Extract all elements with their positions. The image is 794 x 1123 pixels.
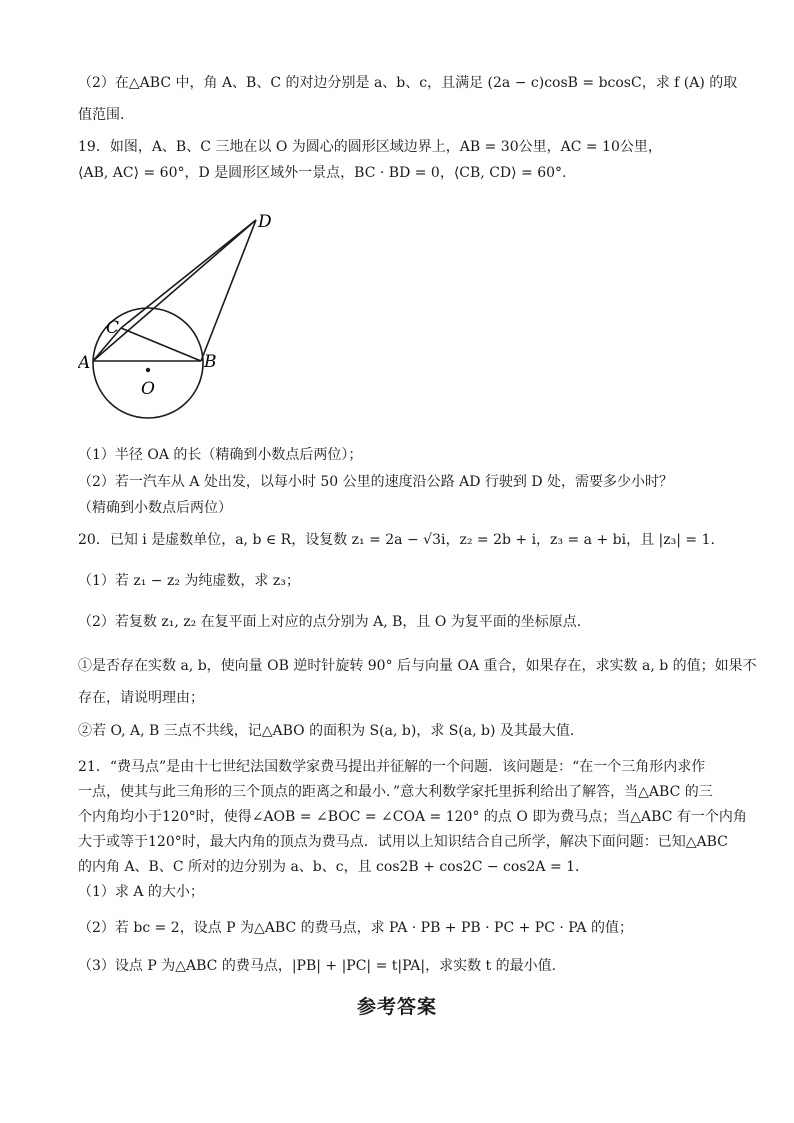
text-line-q20_2i_a: ①是否存在实数 a, b，使向量 OB 逆时针旋转 90° 后与向量 OA 重合，如果存在，求实数 a, b 的值；如果不: [78, 658, 757, 674]
text-line-q19_2b: （精确到小数点后两位）: [78, 500, 232, 516]
label-a: A: [78, 353, 91, 373]
text-line-q21_3: （3）设点 P 为△ABC 的费马点，|PB| + |PC| = t|PA|，求实数 t 的最小值.: [78, 958, 557, 974]
text-line-q21_e: 的内角 A、B、C 所对的边分别为 a、b、c，且 cos2B + cos2C − cos2A = 1．: [78, 859, 590, 875]
text-line-q20_2i_b: 存在，请说明理由；: [78, 690, 204, 706]
text-line-q20_2: （2）若复数 z₁, z₂ 在复平面上对应的点分别为 A, B，且 O 为复平面的坐标原点.: [78, 614, 582, 630]
circle-diagram: [78, 205, 298, 435]
text-line-q20_a: 20．已知 i 是虚数单位，a, b ∈ R，设复数 z₁ = 2a − √3i，z₂ = 2b + i，z₃ = a + bi，且 |z₃| = 1.: [78, 532, 715, 548]
text-line-q18_2a: （2）在△ABC 中，角 A、B、C 的对边分别是 a、b、c，且满足 (2a − c)cosB = bcosC，求 f (A) 的取: [78, 75, 738, 91]
section-title: 参考答案: [356, 996, 437, 1018]
text-line-q20_1: （1）若 z₁ − z₂ 为纯虚数，求 z₃；: [78, 573, 300, 589]
text-line-q19_b: ⟨AB, AC⟩ = 60°，D 是圆形区域外一景点，BC · BD = 0，⟨CB, CD⟩ = 60°.: [78, 165, 567, 181]
text-line-q21_1: （1）求 A 的大小；: [78, 884, 204, 900]
segment-ad: [93, 220, 256, 361]
geometry-figure: [78, 205, 298, 435]
text-line-q21_c: 个内角均小于120°时，使得∠AOB = ∠BOC = ∠COA = 120° 的点 O 即为费马点；当△ABC 有一个内角: [78, 809, 747, 825]
label-o: O: [141, 379, 155, 399]
text-line-q21_a: 21．“费马点”是由十七世纪法国数学家费马提出并征解的一个问题．该问题是：“在一个三角形内求作: [78, 759, 706, 775]
text-line-q21_2: （2）若 bc = 2，设点 P 为△ABC 的费马点，求 PA · PB + PB · PC + PC · PA 的值；: [78, 920, 633, 936]
label-c: C: [106, 318, 120, 338]
text-line-q19_1: （1）半径 OA 的长（精确到小数点后两位）；: [78, 447, 363, 463]
label-b: B: [204, 352, 217, 372]
text-line-q19_a: 19．如图，A、B、C 三地在以 O 为圆心的圆形区域边界上，AB = 30公里，AC = 10公里，: [78, 139, 662, 155]
segment-cb: [121, 328, 201, 361]
text-line-q20_2ii: ②若 O, A, B 三点不共线，记△ABO 的面积为 S(a, b)，求 S(a, b) 及其最大值.: [78, 723, 575, 739]
text-line-q19_2a: （2）若一汽车从 A 处出发，以每小时 50 公里的速度沿公路 AD 行驶到 D 处，需要多少小时？: [78, 474, 673, 490]
center-point: [146, 368, 150, 372]
text-line-q21_b: 一点，使其与此三角形的三个顶点的距离之和最小．”意大利数学家托里拆利给出了解答，当△ABC 的三: [78, 784, 713, 800]
text-line-q18_2b: 值范围.: [78, 107, 125, 123]
label-d: D: [258, 212, 272, 232]
text-line-q21_d: 大于或等于120°时，最大内角的顶点为费马点．试用以上知识结合自己所学，解决下面问题：已知△ABC: [78, 834, 728, 850]
